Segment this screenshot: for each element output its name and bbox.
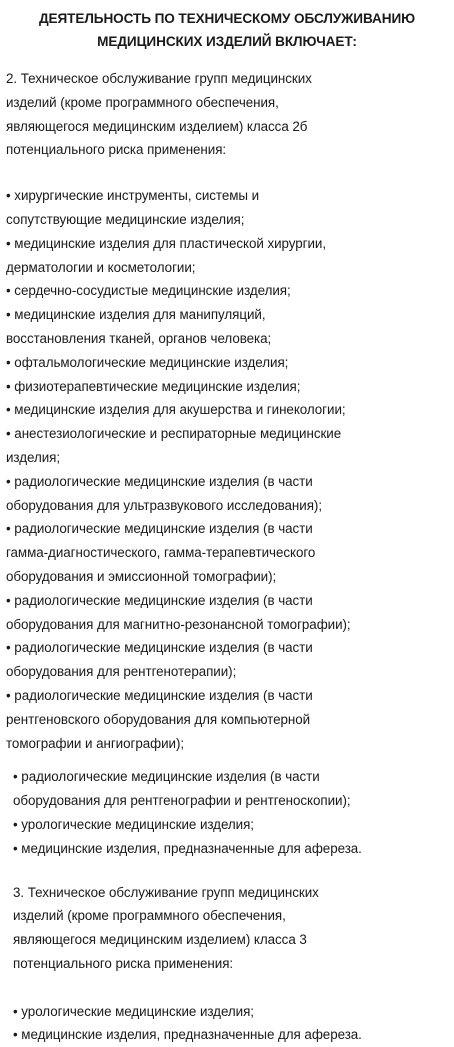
list-item: • медицинские изделия для акушерства и гинекологии; — [6, 398, 448, 422]
list-item: • медицинские изделия, предназначенные для афереза. — [13, 837, 448, 861]
list-item: оборудования для магнитно-резонансной томографии); — [6, 613, 448, 637]
list-item: • физиотерапевтические медицинские изделия; — [6, 375, 448, 399]
list-item: изделия; — [6, 446, 448, 470]
section-3-intro — [6, 881, 448, 976]
list-item: оборудования и эмиссионной томографии); — [6, 565, 448, 589]
list-item: дерматологии и косметологии; — [6, 256, 448, 280]
list-item: • сердечно-сосудистые медицинские изделия; — [6, 279, 448, 303]
text-line: являющегося медицинским изделием) класса 3 — [13, 928, 448, 952]
text-line: изделий (кроме программного обеспечения, — [6, 91, 448, 115]
text-line: 3. Техническое обслуживание групп медицинских — [13, 881, 448, 905]
list-item: • радиологические медицинские изделия (в части — [6, 636, 448, 660]
list-item: • урологические медицинские изделия; — [13, 813, 448, 837]
title-line-1: ДЕЯТЕЛЬНОСТЬ ПО ТЕХНИЧЕСКОМУ ОБСЛУЖИВАНИЮ — [6, 7, 448, 30]
title-line-2: МЕДИЦИНСКИХ ИЗДЕЛИЙ ВКЛЮЧАЕТ: — [6, 30, 448, 53]
text-line: 2. Техническое обслуживание групп медицинских — [6, 67, 448, 91]
section-2-intro — [6, 67, 448, 162]
list-item: • радиологические медицинские изделия (в части — [6, 470, 448, 494]
list-item: восстановления тканей, органов человека; — [6, 327, 448, 351]
list-item: оборудования для ультразвукового исследования); — [6, 494, 448, 518]
text-line: потенциального риска применения: — [13, 952, 448, 976]
list-item: • медицинские изделия для пластической хирургии, — [6, 232, 448, 256]
list-item: • радиологические медицинские изделия (в части — [6, 517, 448, 541]
list-item: оборудования для рентгенографии и рентгеноскопии); — [13, 789, 448, 813]
list-item: • урологические медицинские изделия; — [13, 1000, 448, 1024]
list-item: оборудования для рентгенотерапии); — [6, 660, 448, 684]
list-item: • офтальмологические медицинские изделия; — [6, 351, 448, 375]
section-2-list-continued — [6, 765, 448, 860]
page-title — [0, 0, 454, 53]
section-3-list — [6, 1000, 448, 1047]
list-item: • медицинские изделия для манипуляций, — [6, 303, 448, 327]
list-item: • хирургические инструменты, системы и — [6, 184, 448, 208]
section-3 — [0, 881, 454, 1047]
text-line: являющегося медицинским изделием) класса 2б — [6, 115, 448, 139]
list-item: томографии и ангиографии); — [6, 732, 448, 756]
list-item: • радиологические медицинские изделия (в части — [6, 589, 448, 613]
section-2 — [0, 67, 454, 861]
list-item: рентгеновского оборудования для компьютерной — [6, 708, 448, 732]
text-line: потенциального риска применения: — [6, 138, 448, 162]
list-item: • медицинские изделия, предназначенные для афереза. — [13, 1023, 448, 1047]
list-item: гамма-диагностического, гамма-терапевтического — [6, 541, 448, 565]
list-item: • радиологические медицинские изделия (в части — [13, 765, 448, 789]
text-line: изделий (кроме программного обеспечения, — [13, 904, 448, 928]
section-2-list — [6, 184, 448, 755]
list-item: сопутствующие медицинские изделия; — [6, 208, 448, 232]
list-item: • радиологические медицинские изделия (в части — [6, 684, 448, 708]
list-item: • анестезиологические и респираторные медицинские — [6, 422, 448, 446]
